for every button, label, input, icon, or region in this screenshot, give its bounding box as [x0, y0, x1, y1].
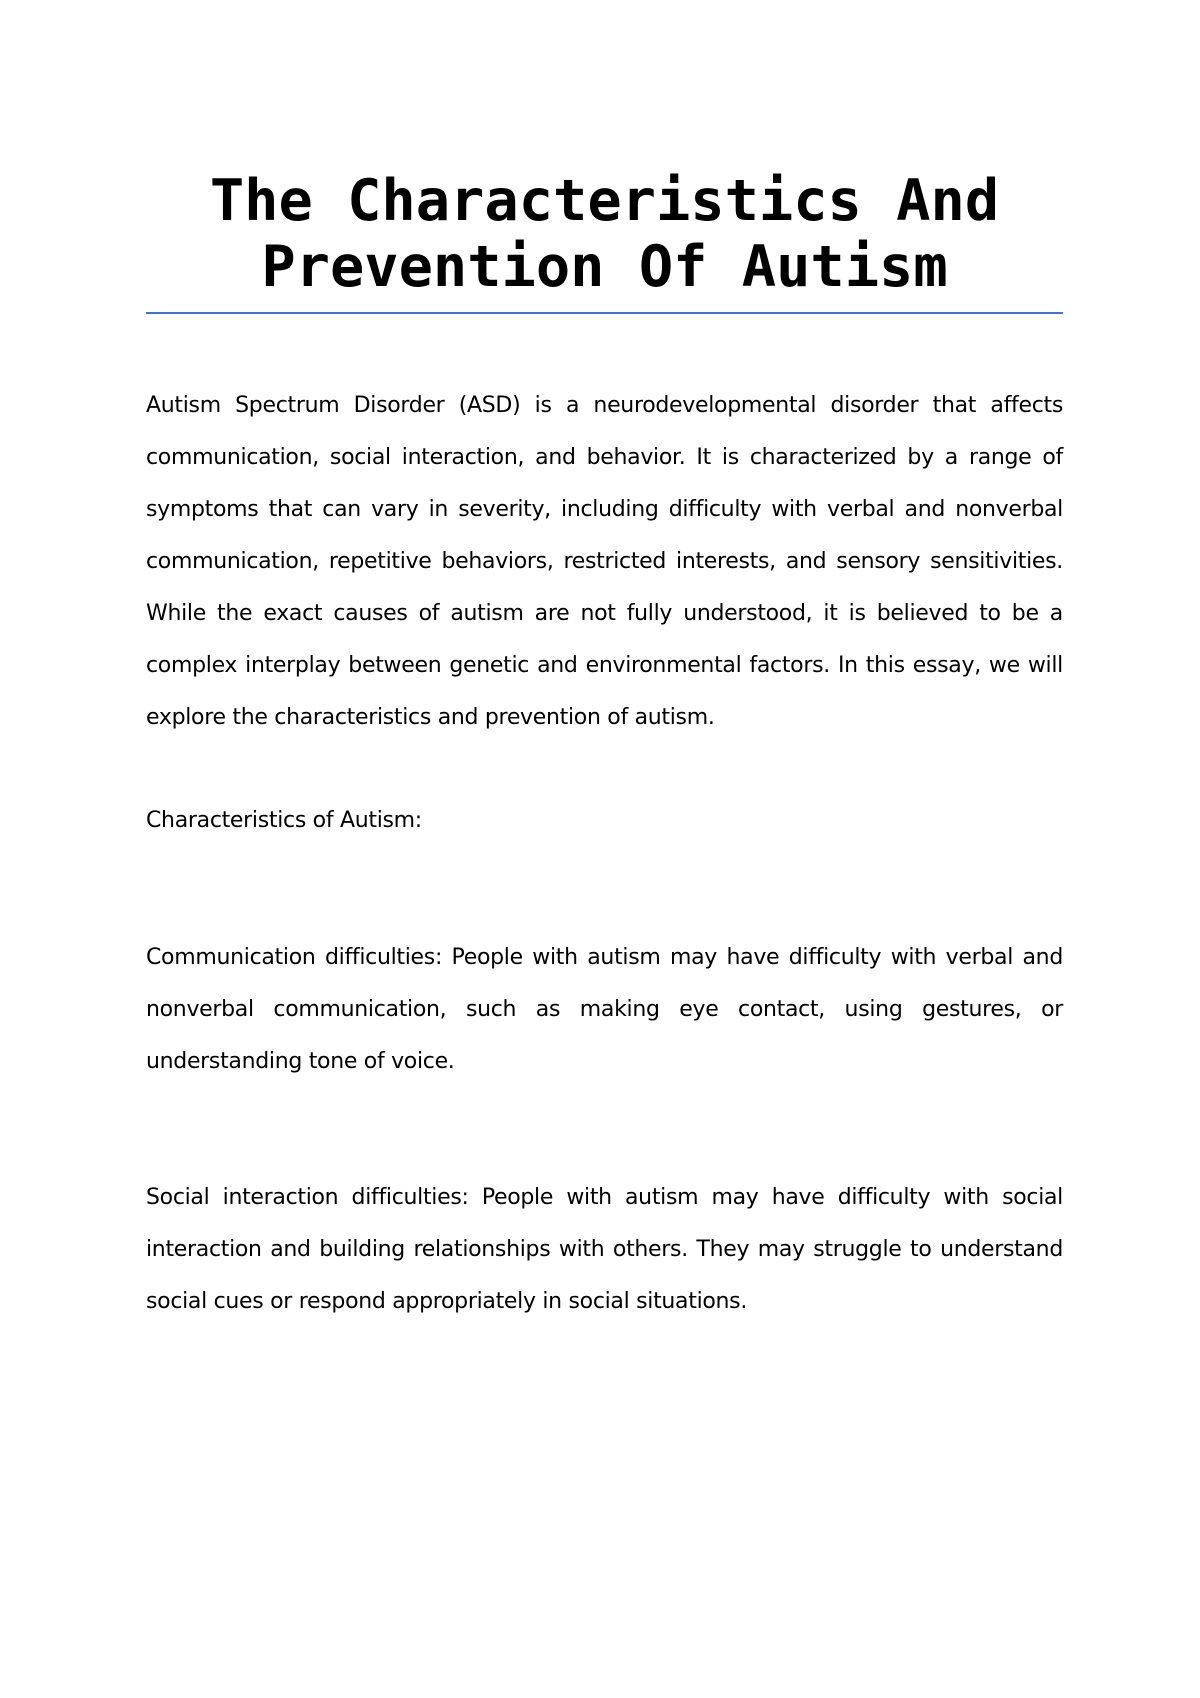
intro-paragraph: Autism Spectrum Disorder (ASD) is a neurodevelopmental disorder that affects communication, social interaction, and behavior. It is characterized by a range of symptoms that can vary in severity, including difficulty with verbal and nonverbal communication, repetitive behaviors, restricted interests, and sensory sensitivities. While the exact causes of autism are not fully understood, it is believed to be a complex interplay between genetic and environmental factors. In this essay, we will explore the characteristics and prevention of autism. [146, 393, 1063, 730]
communication-paragraph: Communication difficulties: People with autism may have difficulty with verbal and nonverbal communication, such as making eye contact, using gestures, or understanding tone of voice. [146, 945, 1063, 1074]
document-title: The Characteristics And Prevention Of Autism [209, 168, 1000, 300]
social-interaction-paragraph: Social interaction difficulties: People with autism may have difficulty with social interaction and building relationships with others. They may struggle to understand social cues or respond appropriately in social situations. [146, 1185, 1063, 1314]
title-underline [146, 312, 1063, 314]
section-heading: Characteristics of Autism: [146, 808, 422, 833]
document-body [146, 168, 1063, 1328]
